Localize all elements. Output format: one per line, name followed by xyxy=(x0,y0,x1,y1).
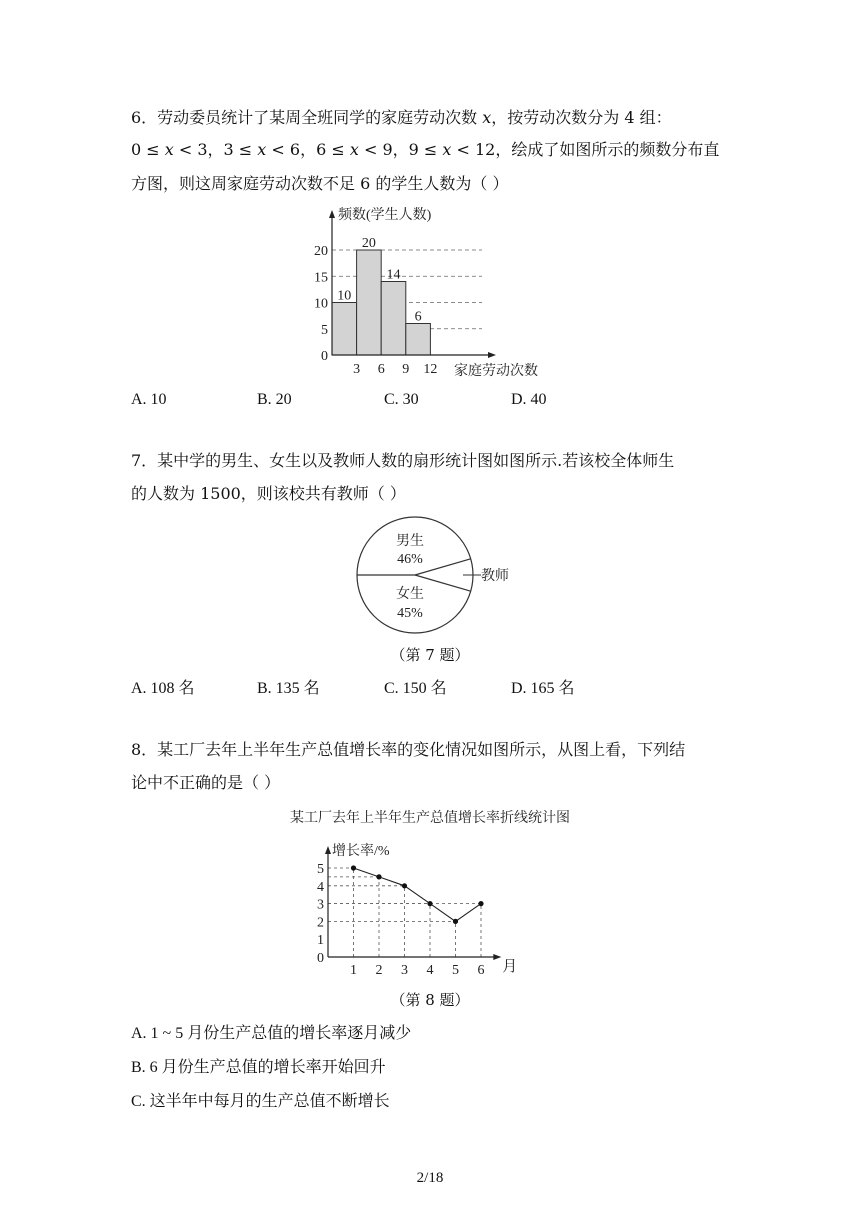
q8-line-2: 论中不正确的是（ ） xyxy=(131,773,281,792)
histogram-y-tick-label: 0 xyxy=(321,349,328,364)
histogram-chart xyxy=(300,200,560,385)
line-chart-point xyxy=(402,883,407,888)
page-number: 2/18 xyxy=(416,1170,444,1186)
line-chart-x-tick-label: 3 xyxy=(401,963,408,978)
q7-option-d[interactable]: D. 165 名 xyxy=(511,680,575,697)
pie-value-boys: 46% xyxy=(397,552,423,567)
histogram-data-label: 6 xyxy=(414,309,422,325)
line-chart xyxy=(260,800,600,985)
q8-option-a[interactable]: A. 1 ~ 5 月份生产总值的增长率逐月减少 xyxy=(131,1025,412,1042)
histogram-y-tick-label: 5 xyxy=(321,322,328,338)
histogram-bar xyxy=(381,282,406,356)
line-chart-x-axis-label: 月 xyxy=(502,959,518,975)
histogram-y-tick-label: 15 xyxy=(314,270,328,286)
q7-option-a[interactable]: A. 108 名 xyxy=(131,680,195,697)
line-chart-x-tick-label: 6 xyxy=(477,963,485,978)
line-chart-point xyxy=(478,901,483,906)
histogram-bar xyxy=(406,324,431,356)
q8-line-1: 8．某工厂去年上半年生产总值增长率的变化情况如图所示，从图上看，下列结 xyxy=(131,740,686,759)
line-chart-series-line xyxy=(354,868,482,921)
pie-chart xyxy=(340,515,520,640)
q6-line-3: 方图，则这周家庭劳动次数不足 6 的学生人数为（ ） xyxy=(131,174,509,193)
histogram-x-tick-label: 12 xyxy=(423,362,438,377)
line-chart-y-tick-label: 0 xyxy=(317,951,324,966)
q6-option-c[interactable]: C. 30 xyxy=(384,391,419,408)
histogram-x-arrow xyxy=(488,352,496,358)
histogram-x-tick-label: 6 xyxy=(377,362,385,377)
histogram-x-tick-label: 3 xyxy=(353,362,361,377)
line-chart-title: 某工厂去年上半年生产总值增长率折线统计图 xyxy=(290,811,570,826)
line-chart-y-tick-label: 5 xyxy=(317,862,324,877)
pie-value-girls: 45% xyxy=(397,606,423,621)
histogram-x-tick-label: 9 xyxy=(402,362,410,377)
q6-option-b[interactable]: B. 20 xyxy=(257,391,292,408)
line-chart-y-tick-label: 3 xyxy=(317,897,324,913)
line-chart-x-tick-label: 1 xyxy=(350,963,357,978)
line-chart-x-tick-label: 2 xyxy=(375,963,383,978)
q7-option-c[interactable]: C. 150 名 xyxy=(384,680,447,697)
histogram-y-tick-label: 20 xyxy=(314,244,328,259)
histogram-y-tick-label: 10 xyxy=(314,296,328,312)
line-chart-y-axis-label: 增长率/% xyxy=(332,844,390,859)
histogram-data-label: 10 xyxy=(337,288,352,304)
line-chart-point xyxy=(453,919,458,924)
pie-label-teachers: 教师 xyxy=(481,569,509,584)
q7-line-1: 7．某中学的男生、女生以及教师人数的扇形统计图如图所示.若该校全体师生 xyxy=(131,451,675,470)
q6-line-1: 6．劳动委员统计了某周全班同学的家庭劳动次数 𝑥，按劳动次数分为 4 组： xyxy=(131,108,672,127)
q8-option-b[interactable]: B. 6 月份生产总值的增长率开始回升 xyxy=(131,1059,386,1076)
line-chart-x-arrow xyxy=(493,954,501,960)
histogram-data-label: 20 xyxy=(361,236,376,251)
line-chart-x-tick-label: 4 xyxy=(426,963,434,978)
q6-option-a[interactable]: A. 10 xyxy=(131,391,167,408)
histogram-y-axis-label: 频数(学生人数) xyxy=(338,208,432,223)
line-chart-y-tick-label: 2 xyxy=(317,915,324,931)
histogram-bar xyxy=(332,303,357,356)
q6-line-2: 0 ≤ 𝑥 < 3，3 ≤ 𝑥 < 6，6 ≤ 𝑥 < 9，9 ≤ 𝑥 < 12，绘成了如图所示的频数分布直 xyxy=(131,140,720,159)
q7-option-b[interactable]: B. 135 名 xyxy=(257,680,320,697)
pie-label-girls: 女生 xyxy=(396,587,424,602)
line-chart-y-arrow xyxy=(325,846,331,854)
line-chart-point xyxy=(351,865,356,870)
line-chart-y-tick-label: 4 xyxy=(317,879,324,895)
line-chart-y-tick-label: 1 xyxy=(317,933,324,949)
line-chart-x-tick-label: 5 xyxy=(452,963,459,978)
q8-option-c[interactable]: C. 这半年中每月的生产总值不断增长 xyxy=(131,1093,390,1110)
histogram-data-label: 14 xyxy=(386,267,401,283)
histogram-bar xyxy=(357,250,382,355)
histogram-y-arrow xyxy=(329,210,335,218)
pie-label-boys: 男生 xyxy=(396,534,424,549)
q6-option-d[interactable]: D. 40 xyxy=(511,391,547,408)
line-chart-point xyxy=(427,901,432,906)
histogram-x-axis-label: 家庭劳动次数 xyxy=(454,364,538,379)
q7-caption: （第 7 题） xyxy=(390,646,470,664)
line-chart-point xyxy=(376,874,381,879)
q7-line-2: 的人数为 1500，则该校共有教师（ ） xyxy=(131,484,406,503)
q8-caption: （第 8 题） xyxy=(390,991,470,1009)
